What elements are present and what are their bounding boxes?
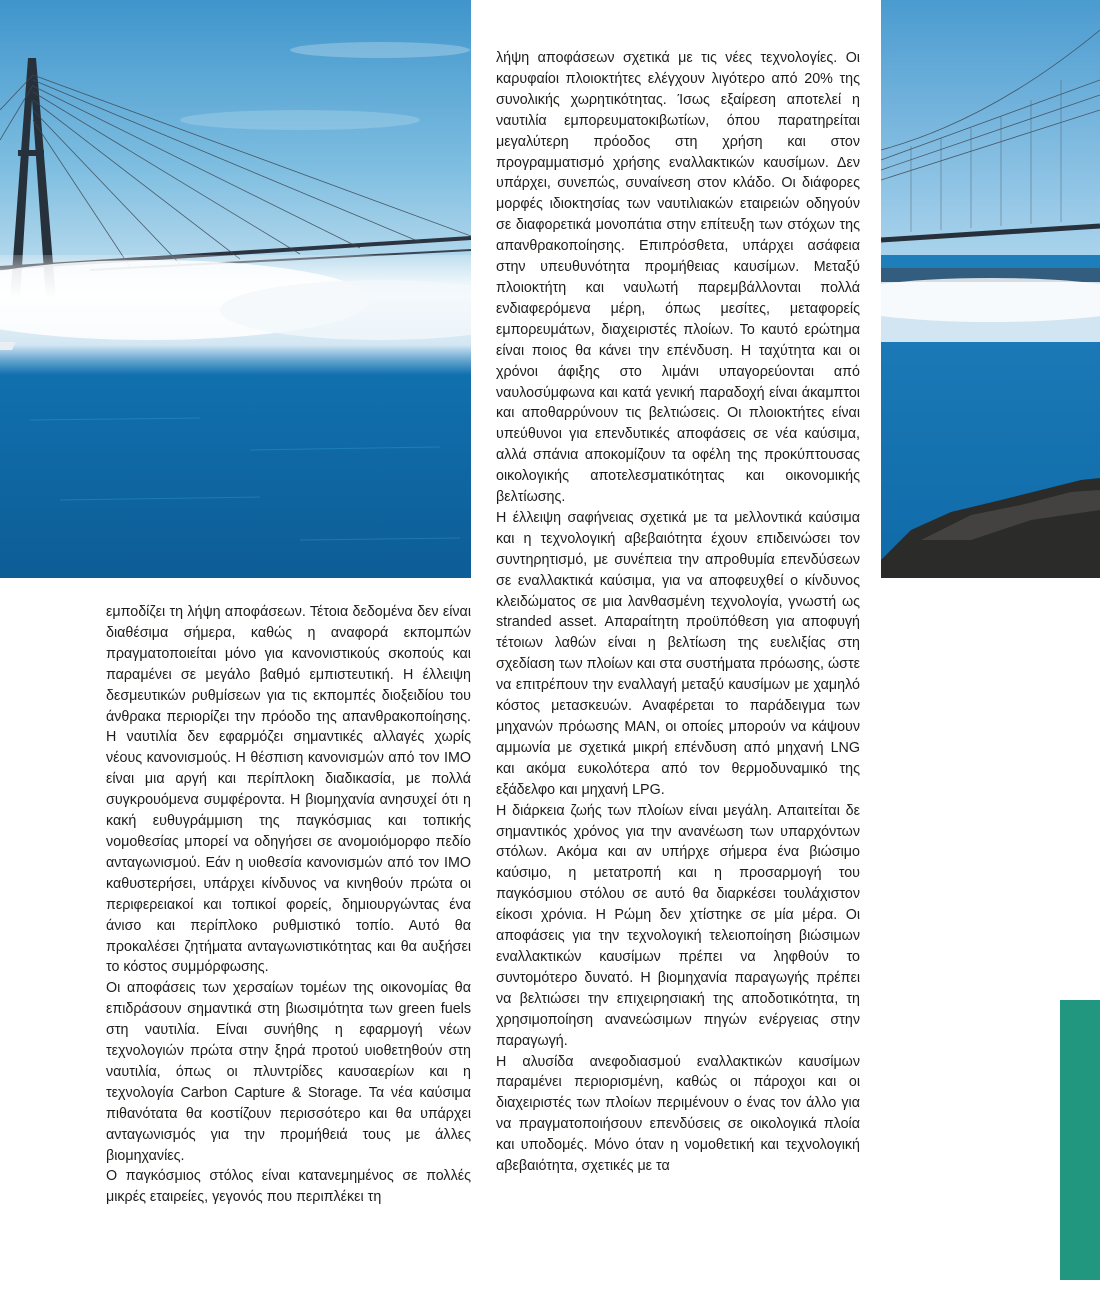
article-paragraph: Η έλλειψη σαφήνειας σχετικά με τα μελλοντικά καύσιμα και η τεχνολογική αβεβαιότητα έχουν επιδεινώσει τον συντηρητισμό, με συνέπεια την απροθυμία επενδύσεων σε εναλλακτικά καύσιμα, για να αποφευχθεί ο κίνδυνος κλειδώματος σε μια λανθασμένη τεχνολογία, γνωστή ως stranded asset. Απαραίτητη προϋπόθεση για αποφυγή τέτοιων λαθών είναι η βελτίωση της ευελιξίας στη σχεδίαση των πλοίων και στα συστήματα πρόωσης, ώστε να επιτρέπουν την εναλλαγή μεταξύ καυσίμων με χαμηλό κόστος μετασκευών. Αναφέρεται το παράδειγμα των μηχανών πρόωσης MAN, οι οποίες μπορούν να κάψουν αμμωνία με σχετικά μικρή επένδυση από μηχανή LNG και ακόμα ευκολότερα από τον θερμοδυναμικό της εξάδελφο και μηχανή LPG. [496,509,860,798]
bridge-photo-left [0,0,471,578]
article-paragraph: Ο παγκόσμιος στόλος είναι κατανεμημένος σε πολλές μικρές εταιρείες, γεγονός που περιπλέκει τη [106,1168,471,1206]
article-column-left [106,602,471,1208]
article-paragraph: Η διάρκεια ζωής των πλοίων είναι μεγάλη. Απαιτείται δε σημαντικός χρόνος για την ανανέωση των υπαρχόντων στόλων. Ακόμα και αν υπήρχε σήμερα ένα βιώσιμο καύσιμο, η μετατροπή και η προσαρμογή του παγκόσμιου στόλου σε αυτό θα διαρκέσει τουλάχιστον είκοσι χρόνια. Η Ρώμη δεν χτίστηκε σε μία μέρα. Οι αποφάσεις για την τεχνολογική τελειοποίηση βιώσιμων εναλλακτικών καυσίμων πρέπει να ληφθούν το συντομότερο δυνατό. Η βιομηχανία παραγωγής πρέπει να βελτιώσει την επιχειρησιακή της αποδοτικότητα, τη χρησιμοποίηση ανανεώσιμων πηγών ενέργειας στην παραγωγή. [496,802,860,1049]
article-paragraph: εμποδίζει τη λήψη αποφάσεων. Τέτοια δεδομένα δεν είναι διαθέσιμα σήμερα, καθώς η αναφορά εκπομπών πραγματοποιείται μόνο για κανονιστικούς σκοπούς και παραμένει σε μεγάλο βαθμό εμπιστευτική. Η έλλειψη δεσμευτικών ρυθμίσεων για τις εκπομπές διοξειδίου του άνθρακα περιορίζει την πρόοδο της απανθρακοποίησης. Η ναυτιλία δεν εφαρμόζει σημαντικές αλλαγές χωρίς νέους κανονισμούς. Η θέσπιση κανονισμών από τον IMO είναι μια αργή και περίπλοκη διαδικασία, με πολλά συγκρουόμενα συμφέροντα. Η βιομηχανία ανησυχεί ότι η κακή ευθυγράμμιση της παγκόσμιας και τοπικής νομοθεσίας μπορεί να οδηγήσει σε ανομοιόμορφο πεδίο ανταγωνισμού. Εάν η υιοθεσία κανονισμών από τον IMO καθυστερήσει, υπάρχει κίνδυνος να κινηθούν πρώτα οι περιφερειακοί και τοπικοί φορείς, δημιουργώντας ένα άνισο και περίπλοκο ρυθμιστικό τοπίο. Αυτό θα προκαλέσει ζητήματα ανταγωνιστικότητας και θα αυξήσει το κόστος συμμόρφωσης. [106,604,471,976]
article-column-right [496,48,860,1177]
article-paragraph: λήψη αποφάσεων σχετικά με τις νέες τεχνολογίες. Οι καρυφαίοι πλοιοκτήτες ελέγχουν λιγότερο από 20% της συνολικής χωρητικότητας. Ίσως εξαίρεση αποτελεί η ναυτιλία εμπορευματοκιβωτίων, όπου παρατηρείται μεγαλύτερη πρόοδος στη χρήση και στον προγραμματισμό χρήσης εναλλακτικών καυσίμων. Δεν υπάρχει, συνεπώς, συναίνεση στον κλάδο. Οι διάφορες μορφές ιδιοκτησίας των ναυτιλιακών εταιρειών οδηγούν σε διαφορετικά μονοπάτια στην επίτευξη των στόχων της απανθρακοποίησης. Επιπρόσθετα, υπάρχει ασάφεια στην υπευθυνότητα προμήθειας καυσίμων. Μεταξύ πλοιοκτήτη και ναυλωτή παρεμβάλλονται πολλά ενδιαφερόμενα μέρη, όπως μεσίτες, μεταφορείς εμπορευμάτων, διαχειριστές πλοίων. Το καυτό ερώτημα είναι ποιος θα κάνει την επένδυση. Η ταχύτητα και οι χρόνοι άφιξης στο λιμάνι υπαγορεύονται από ναυλοσύμφωνα και κατά γενική παραδοχή είναι άκαμπτοι και αποθαρρύνουν τις βελτιώσεις. Οι πλοιοκτήτες είναι υπεύθυνοι για επενδυτικές αποφάσεις σε νέα καύσιμα, αλλά σπάνια αποκομίζουν τα οφέλη της προκύπτουσας οικολογικής αποτελεσματικότητας και οικονομικής βελτίωσης. [496,50,860,506]
article-paragraph: Οι αποφάσεις των χερσαίων τομέων της οικονομίας θα επιδράσουν σημαντικά στη βιωσιμότητα των green fuels στη ναυτιλία. Είναι συνήθης η εφαρμογή νέων τεχνολογιών πρώτα στην ξηρά προτού υιοθετηθούν στη ναυτιλία, όπως οι πλυντρίδες καυσαερίων και η τεχνολογία Carbon Capture & Storage. Τα νέα καύσιμα πιθανότατα θα κοστίζουν περισσότερο και θα υπάρχει ανταγωνισμός για την προμήθειά τους με άλλες βιομηχανίες. [106,980,471,1164]
bridge-fog-photo-icon [0,0,471,578]
bridge-photo-right [881,0,1100,578]
section-color-tab [1060,1000,1100,1280]
bridge-fog-photo-icon [881,0,1100,578]
article-paragraph: Η αλυσίδα ανεφοδιασμού εναλλακτικών καυσίμων παραμένει περιορισμένη, καθώς οι πάροχοι και οι διαχειριστές των πλοίων περιμένουν ο ένας τον άλλο για να πραγματοποιήσουν επενδύσεις σε οικολογικά πλοία και υποδομές. Μόνο όταν η νομοθετική και τεχνολογική αβεβαιότητα, σχετικές με τα [496,1053,860,1175]
